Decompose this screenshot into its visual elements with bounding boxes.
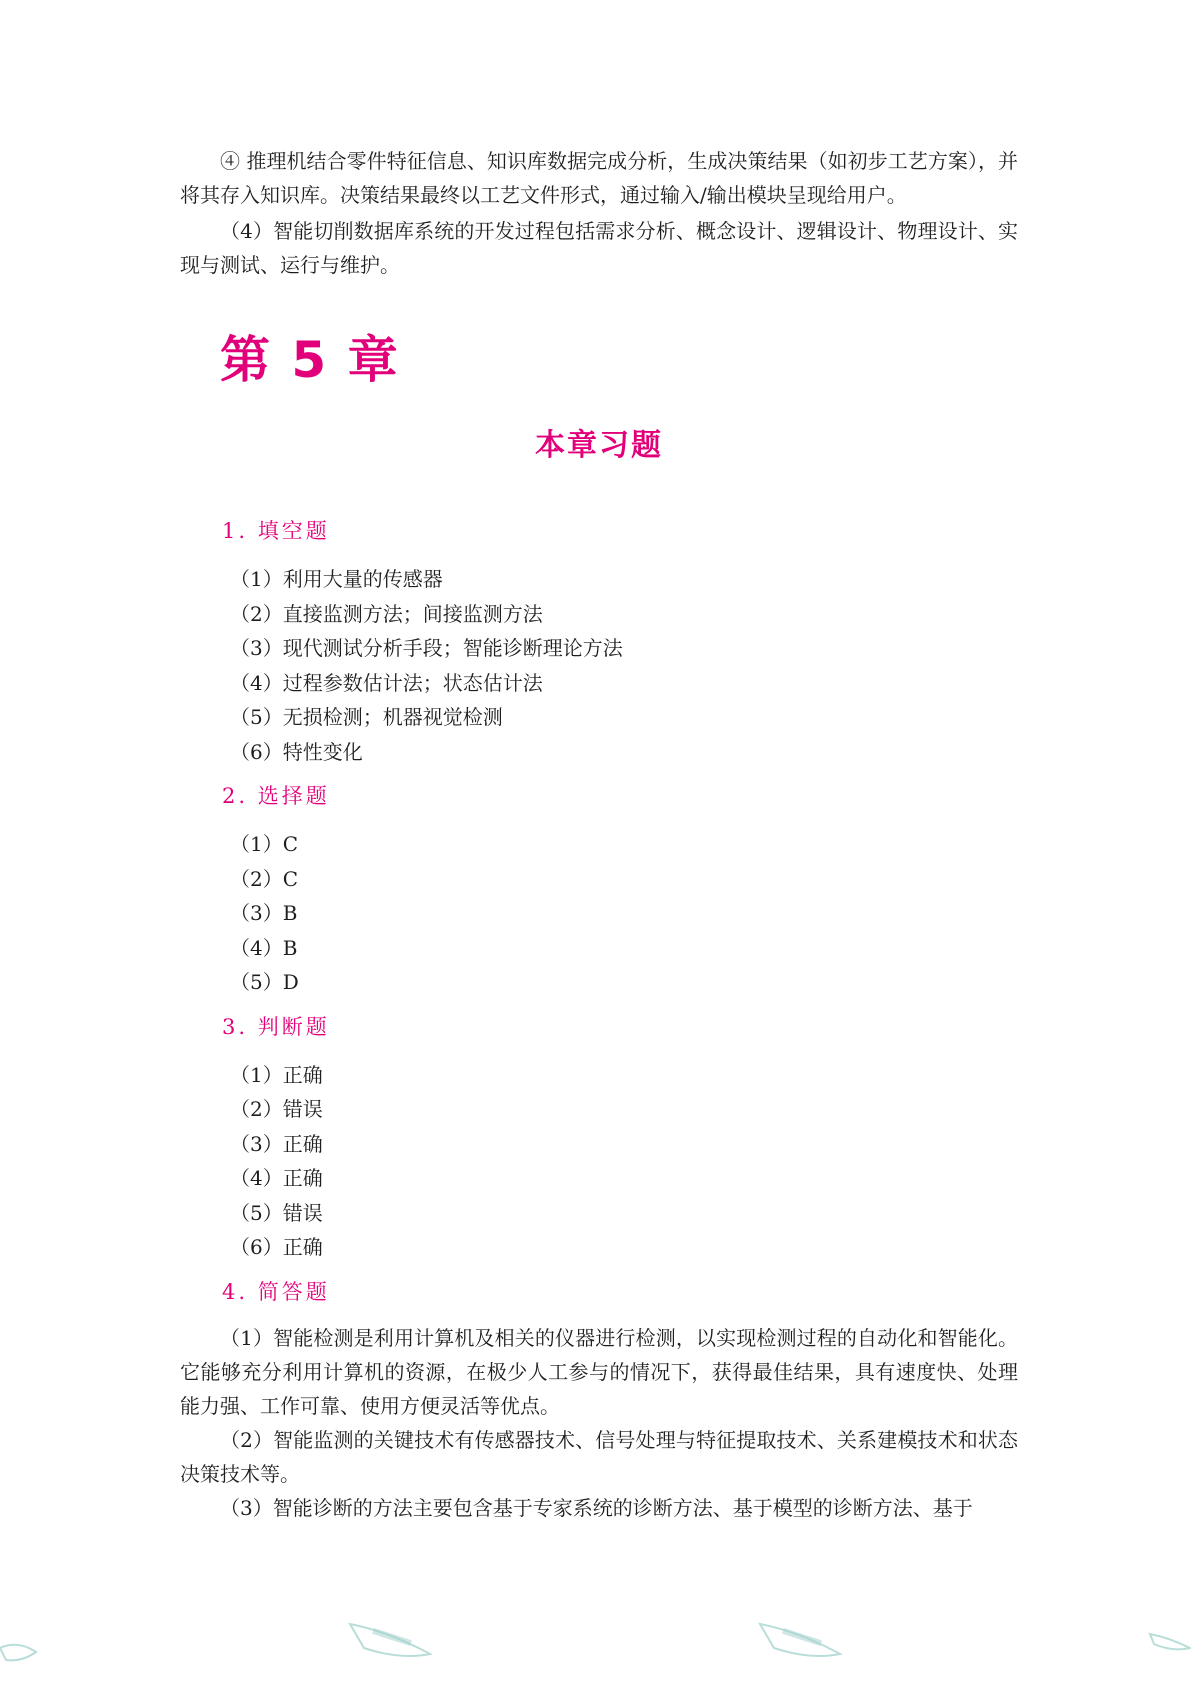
judgement-section (222, 1012, 1018, 1265)
list-item: （4）过程参数估计法；状态估计法 (230, 670, 543, 695)
short-answer-paragraph: （1）智能检测是利用计算机及相关的仪器进行检测，以实现检测过程的自动化和智能化。它能够充分利用计算机的资源，在极少人工参与的情况下，获得最佳结果，具有速度快、处理能力强、工作可靠、使用方便灵活等优点。 (180, 1325, 1018, 1418)
list-item: （2）直接监测方法；间接监测方法 (230, 601, 543, 626)
list-item: （3）正确 (230, 1131, 323, 1156)
list-item: （4）B (230, 935, 298, 960)
choice-answers (230, 827, 1018, 1000)
list-item: （5）错误 (230, 1200, 323, 1225)
fill-blank-section (222, 516, 1018, 769)
list-item: （4）正确 (230, 1166, 323, 1190)
short-answer-heading: 4. 简答题 (222, 1279, 330, 1304)
list-item: （1）正确 (230, 1062, 323, 1087)
list-item: （5）无损检测；机器视觉检测 (230, 705, 503, 729)
section-title: 本章习题 (535, 428, 663, 463)
short-answer-section (222, 1277, 1018, 1307)
list-item: （2）错误 (230, 1097, 323, 1121)
list-item: （1）C (230, 832, 299, 856)
judgement-answers (230, 1058, 1018, 1265)
choice-heading: 2. 选择题 (222, 784, 330, 808)
list-item: （6）正确 (230, 1235, 323, 1259)
fill-blank-heading: 1. 填空题 (222, 519, 330, 543)
list-item: （1）利用大量的传感器 (230, 567, 443, 591)
list-item: （2）C (230, 866, 299, 891)
short-answer-paragraph: （3）智能诊断的方法主要包含基于专家系统的诊断方法、基于模型的诊断方法、基于 (220, 1495, 973, 1520)
intro-paragraph-1: ④ 推理机结合零件特征信息、知识库数据完成分析，生成决策结果（如初步工艺方案），并将其存入知识库。决策结果最终以工艺文件形式，通过输入/输出模块呈现给用户。 (180, 149, 1018, 207)
short-answer-paragraph: （2）智能监测的关键技术有传感器技术、信号处理与特征提取技术、关系建模技术和状态决策技术等。 (180, 1427, 1018, 1486)
judgement-heading: 3. 判断题 (222, 1014, 330, 1039)
short-answer-body (180, 1321, 1018, 1525)
intro-paragraph-2: （4）智能切削数据库系统的开发过程包括需求分析、概念设计、逻辑设计、物理设计、实现与测试、运行与维护。 (180, 219, 1018, 277)
list-item: （3）B (230, 901, 298, 925)
footer-watermark-decoration (0, 1604, 1191, 1684)
chapter-title: 第 5 章 (220, 331, 400, 389)
choice-section (222, 781, 1018, 1000)
list-item: （6）特性变化 (230, 739, 363, 764)
page-content (180, 144, 1018, 1525)
fill-blank-answers (230, 562, 1018, 769)
list-item: （5）D (230, 970, 299, 994)
list-item: （3）现代测试分析手段；智能诊断理论方法 (230, 636, 623, 660)
